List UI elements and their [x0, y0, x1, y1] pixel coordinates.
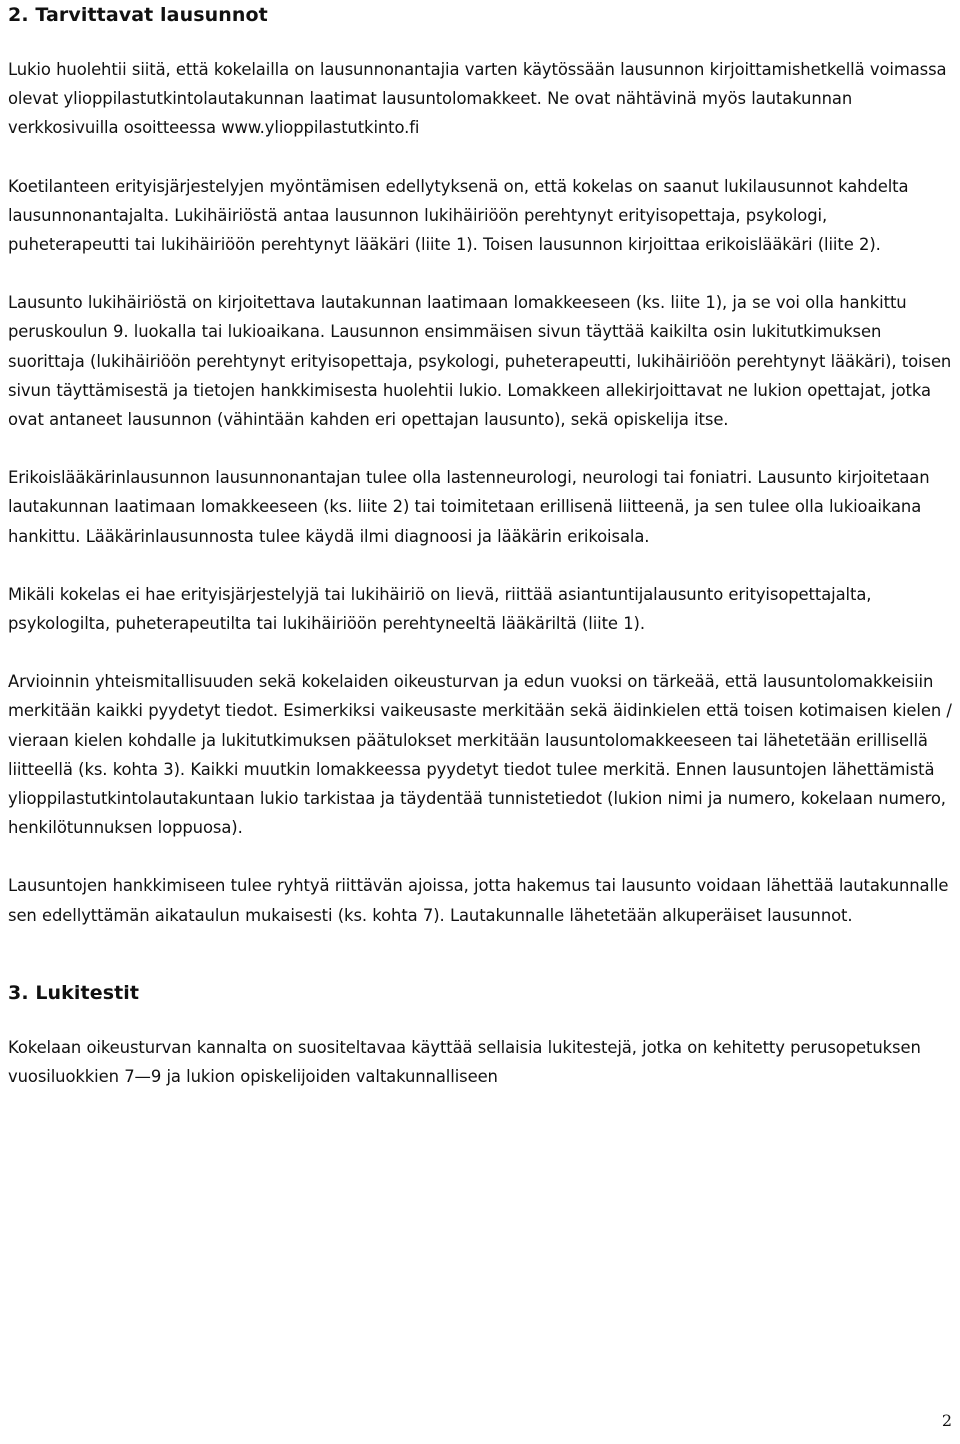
- paragraph: Mikäli kokelas ei hae erityisjärjestelyjä tai lukihäiriö on lievä, riittää asiantuntijalausunto erityisopettajalta, psykologilta, puheterapeutilta tai lukihäiriöön perehtyneeltä lääkäriltä (liite 1).: [8, 584, 872, 634]
- document-content: [8, 0, 952, 1091]
- paragraph: Lausuntojen hankkimiseen tulee ryhtyä riittävän ajoissa, jotta hakemus tai lausunto voidaan lähettää lautakunnalle sen edellyttämän aikataulun mukaisesti (ks. kohta 7). Lautakunnalle lähetetään alkuperäiset lausunnot.: [8, 876, 949, 925]
- paragraph: Kokelaan oikeusturvan kannalta on suositeltavaa käyttää sellaisia lukitestejä, jotka on kehitetty perusopetuksen vuosiluokkien 7—9 ja lukion opiskelijoiden valtakunnalliseen: [8, 1037, 921, 1087]
- section-heading-2: 2. Tarvittavat lausunnot: [8, 4, 268, 26]
- paragraph: Arvioinnin yhteismitallisuuden sekä kokelaiden oikeusturvan ja edun vuoksi on tärkeää, että lausuntolomakkeisiin merkitään kaikki pyydetyt tiedot. Esimerkiksi vaikeusaste merkitään sekä äidinkielen että toisen kotimaisen kielen / vieraan kielen kohdalle ja lukitutkimuksen päätulokset merkitään lausuntolomakkeeseen tai lähetetään erillisellä liitteellä (ks. kohta 3). Kaikki muutkin lomakkeessa pyydetyt tiedot tulee merkitä. Ennen lausuntojen lähettämistä ylioppilastutkintolautakuntaan lukio tarkistaa ja täydentää tunnistetiedot (lukion nimi ja numero, kokelaan numero, henkilötunnuksen loppuosa).: [8, 672, 952, 838]
- paragraph: Lausunto lukihäiriöstä on kirjoitettava lautakunnan laatimaan lomakkeeseen (ks. liite 1), ja se voi olla hankittu peruskoulun 9. luokalla tai lukioaikana. Lausunnon ensimmäisen sivun täyttää kaikilta osin lukitutkimuksen suorittaja (lukihäiriöön perehtynyt erityisopettaja, psykologi, puheterapeutti, lukihäiriöön perehtynyt lääkäri), toisen sivun täyttämisestä ja tietojen hankkimisesta huolehtii lukio. Lomakkeen allekirjoittavat ne lukion opettajat, jotka ovat antaneet lausunnon (vähintään kahden eri opettajan lausunto), sekä opiskelija itse.: [8, 293, 952, 430]
- paragraph: Erikoislääkärinlausunnon lausunnonantajan tulee olla lastenneurologi, neurologi tai foniatri. Lausunto kirjoitetaan lautakunnan laatimaan lomakkeeseen (ks. liite 2) tai toimitetaan erillisenä liitteenä, ja sen tulee olla lukioaikana hankittu. Lääkärinlausunnosta tulee käydä ilmi diagnoosi ja lääkärin erikoisala.: [8, 468, 930, 546]
- section-heading-3: 3. Lukitestit: [8, 981, 140, 1004]
- paragraph: Koetilanteen erityisjärjestelyjen myöntämisen edellytyksenä on, että kokelas on saanut lukilausunnot kahdelta lausunnonantajalta. Lukihäiriöstä antaa lausunnon lukihäiriöön perehtynyt erityisopettaja, psykologi, puheterapeutti tai lukihäiriöön perehtynyt lääkäri (liite 1). Toisen lausunnon kirjoittaa erikoislääkäri (liite 2).: [8, 176, 909, 255]
- paragraph: Lukio huolehtii siitä, että kokelailla on lausunnonantajia varten käytössään lausunnon kirjoittamishetkellä voimassa olevat ylioppilastutkintolautakunnan laatimat lausuntolomakkeet. Ne ovat nähtävinä myös lautakunnan verkkosivuilla osoitteessa www.ylioppilastutkinto.fi: [8, 60, 947, 138]
- page-number: 2: [941, 1411, 952, 1430]
